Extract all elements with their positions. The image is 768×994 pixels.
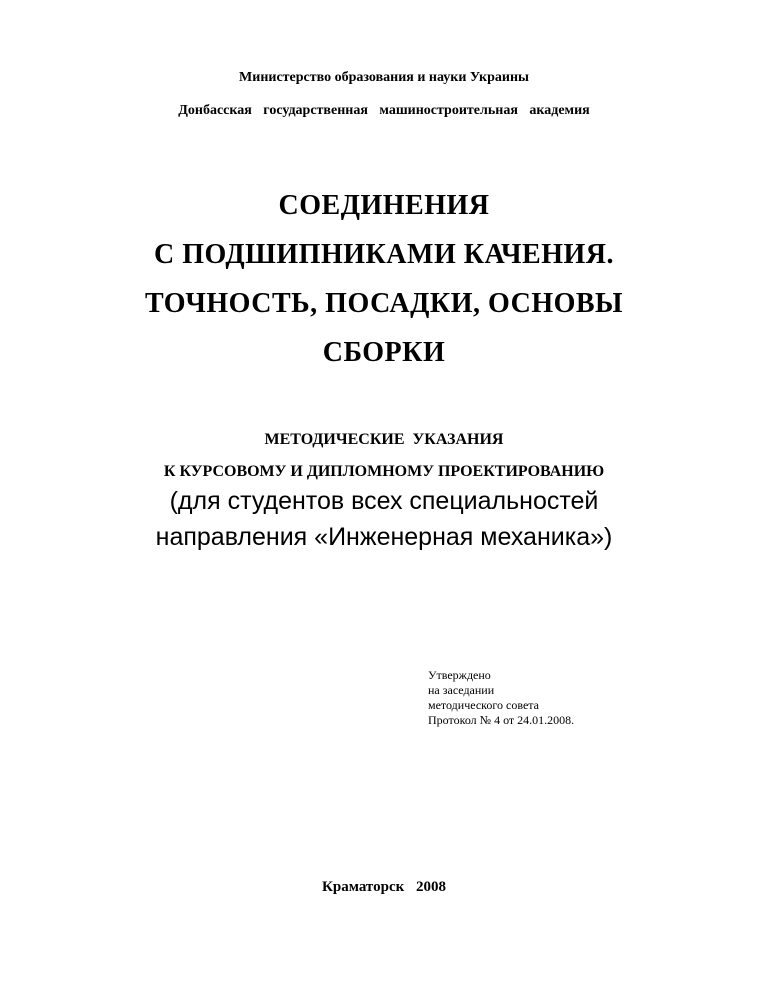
document-title-line-2: С ПОДШИПНИКАМИ КАЧЕНИЯ. bbox=[153, 239, 615, 270]
approval-line-3: методического совета bbox=[428, 698, 539, 712]
city-year: Краматорск 2008 bbox=[321, 879, 446, 895]
approval-line-1: Утверждено bbox=[428, 668, 491, 682]
audience-line-1: (для студентов всех специальностей bbox=[169, 487, 599, 515]
document-title-line-1: СОЕДИНЕНИЯ bbox=[278, 190, 490, 221]
approval-line-4: Протокол № 4 от 24.01.2008. bbox=[428, 713, 575, 727]
ministry-name: Министерство образования и науки Украины bbox=[239, 70, 529, 85]
document-subtitle-line-2: К КУРСОВОМУ И ДИПЛОМНОМУ ПРОЕКТИРОВАНИЮ bbox=[163, 463, 605, 480]
academy-name: Донбасская государственная машиностроительная академия bbox=[178, 103, 590, 118]
approval-line-2: на заседании bbox=[428, 683, 495, 697]
approval-block bbox=[428, 668, 574, 728]
document-title-line-3: ТОЧНОСТЬ, ПОСАДКИ, ОСНОВЫ bbox=[144, 288, 624, 319]
document-subtitle-line-1: МЕТОДИЧЕСКИЕ УКАЗАНИЯ bbox=[264, 431, 504, 448]
audience-line-2: направления «Инженерная механика») bbox=[155, 523, 613, 551]
document-title-line-4: СБОРКИ bbox=[322, 337, 446, 368]
